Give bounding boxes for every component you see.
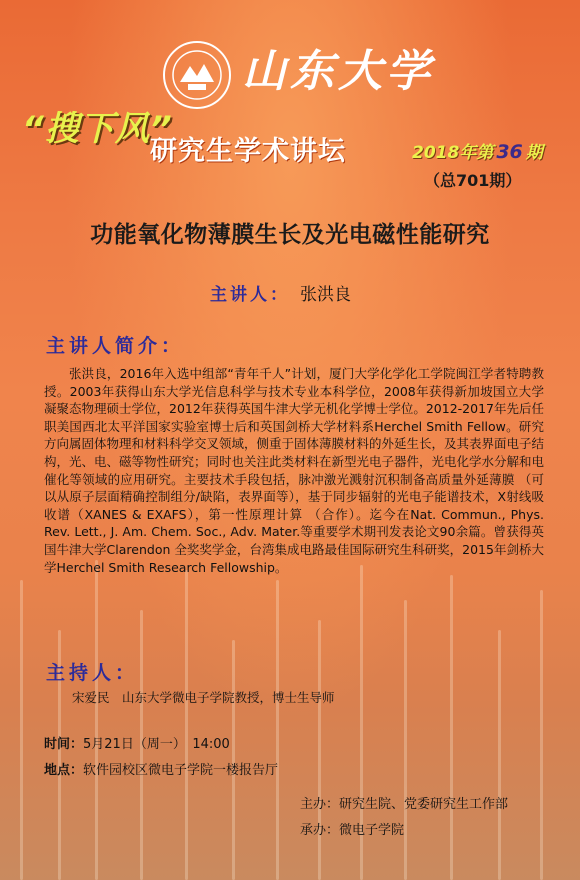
forum-name: 研究生学术讲坛: [150, 136, 346, 167]
host-text: 宋爱民 山东大学微电子学院教授，博士生导师: [72, 690, 335, 705]
time-label: 时间：: [44, 737, 84, 752]
issue-number: 36: [496, 141, 523, 163]
sponsor-label: 主办：: [300, 797, 340, 812]
host-heading: 主持人：: [46, 662, 139, 684]
sponsor-value: 研究生院、党委研究生工作部: [339, 797, 509, 812]
background-trees: [0, 560, 580, 880]
issue-label: [412, 143, 543, 162]
undertaker-line: [300, 824, 404, 837]
issue-prefix: 2018年第: [412, 143, 494, 163]
university-seal-logo: [162, 40, 232, 110]
speaker-label: 主讲人：: [210, 285, 290, 305]
sponsor-line: [300, 798, 508, 811]
lecture-title: 功能氧化物薄膜生长及光电磁性能研究: [90, 222, 490, 248]
speaker-name: 张洪良: [300, 285, 351, 305]
series-quote-name: “搜下风”: [22, 109, 173, 149]
bio-heading: 主讲人简介：: [46, 335, 185, 357]
speaker-line: [210, 287, 351, 304]
undertaker-value: 微电子学院: [339, 823, 405, 838]
time-value: 5月21日（周一） 14:00: [83, 737, 230, 752]
issue-suffix: 期: [525, 143, 543, 163]
bio-text: 张洪良，2016年入选中组部“青年千人”计划，厦门大学化学化工学院闽江学者特聘教授。2003年获得山东大学光信息科学与技术专业本科学位，2008年获得新加坡国立大学凝聚态物理硕士学位，2012年获得英国牛津大学无机化学博士学位。2012-2017年先后任职美国西北太平洋国家实验室博士后和英国剑桥大学材料系Herchel Smith Fellow。研究方向属固体物理和材料科学交叉领域，侧重于固体薄膜材料的外延生长，及其表界面电子结构，光、电、磁等物性研究；同时也关注此类材料在新型光电子器件，光电化学水分解和电催化等领域的应用研究。主要技术手段包括，脉冲激光溅射沉积制备高质量外延薄膜 （可以从原子层面精确控制组分/缺陷，表界面等），基于同步辐射的光电子能谱技术，X射线吸收谱（XANES & EXAFS），第一性原理计算 （合作）。迄今在Nat. Commun., Phys. Rev. Lett., J. Am. Chem. Soc., Adv. Mater.等重要学术期刊发表论文90余篇。曾获得英国牛津大学Clarendon 全奖奖学金，台湾集成电路最佳国际研究生科研奖，2015年剑桥大学Herchel Smith Research Fellowship。: [44, 366, 545, 575]
time-line: [44, 738, 230, 751]
university-name: 山东大学: [242, 46, 434, 97]
undertaker-label: 承办：: [300, 823, 340, 838]
place-label: 地点：: [44, 763, 84, 778]
place-value: 软件园校区微电子学院一楼报告厅: [83, 763, 279, 778]
place-line: [44, 764, 278, 777]
total-issue: （总701期）: [424, 171, 522, 190]
